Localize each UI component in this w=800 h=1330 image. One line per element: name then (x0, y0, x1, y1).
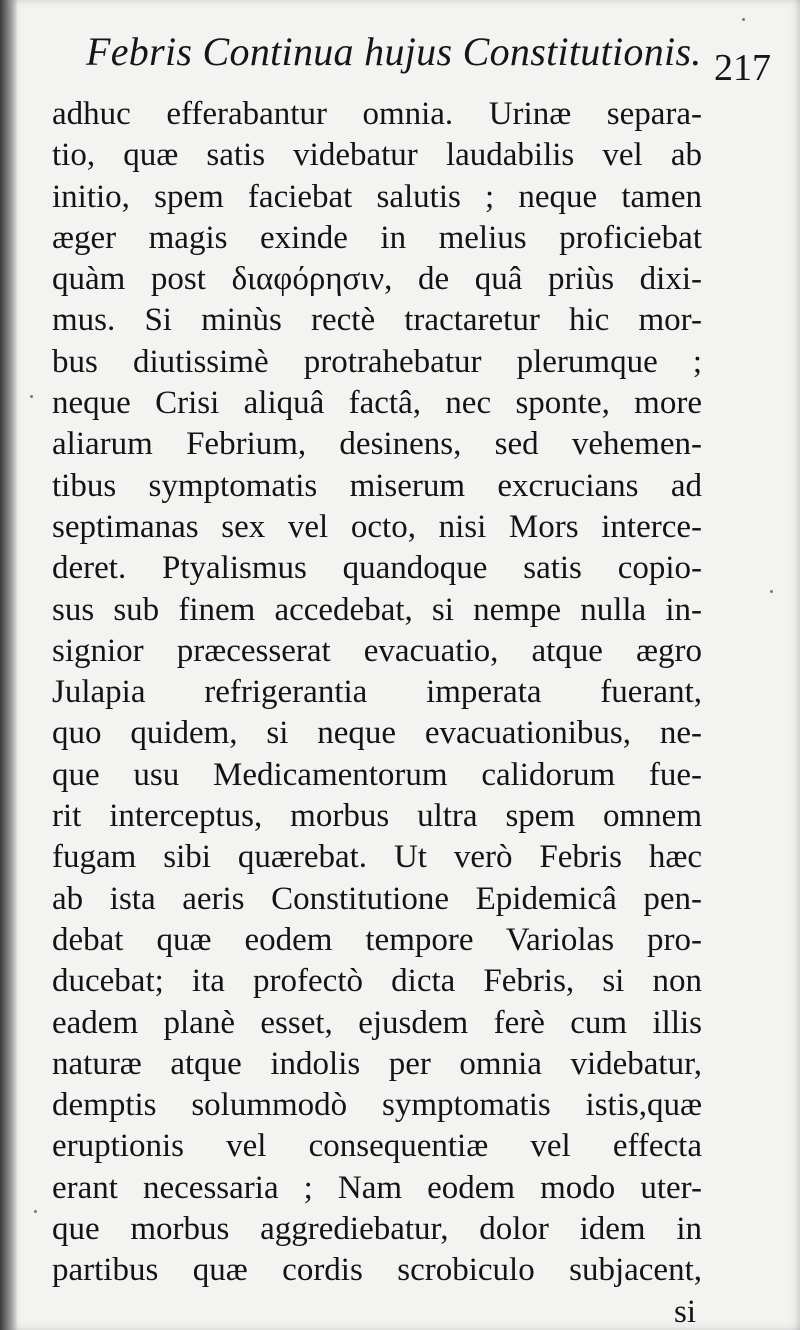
text-line: signior præcesserat evacuatio, atque ægro (52, 632, 702, 669)
text-line: naturæ atque indolis per omnia videbatur, (52, 1045, 702, 1082)
text-line: neque Crisi aliquâ factâ, nec sponte, more (52, 385, 702, 422)
paper-speck (742, 18, 745, 21)
text-line: aliarum Febrium, desinens, sed vehemen- (52, 426, 702, 463)
text-line: ab ista aeris Constitutione Epidemicâ pen- (52, 880, 702, 917)
text-line: bus diutissimè protrahebatur plerumque ; (52, 343, 702, 380)
text-line: quo quidem, si neque evacuationibus, ne- (52, 715, 702, 752)
text-line: quàm post διαφόρησιν, de quâ priùs dixi- (52, 261, 702, 298)
text-line: tibus symptomatis miserum excrucians ad (52, 467, 702, 504)
text-line: sus sub finem accedebat, si nempe nulla in- (52, 591, 702, 628)
text-line: septimanas sex vel octo, nisi Mors interce- (52, 508, 702, 545)
binding-shadow (0, 0, 18, 1330)
text-line: que morbus aggrediebatur, dolor idem in (52, 1211, 702, 1248)
body-text (52, 94, 702, 1330)
text-line: æger magis exinde in melius proficiebat (52, 219, 702, 256)
paper-speck (770, 590, 773, 593)
text-line: que usu Medicamentorum calidorum fue- (52, 756, 702, 793)
running-title: Febris Continua hujus Constitutionis. (86, 29, 702, 74)
text-line: tio, quæ satis videbatur laudabilis vel ab (52, 137, 702, 174)
text-line: eadem planè esset, ejusdem ferè cum illis (52, 1004, 702, 1041)
text-line: erant necessaria ; Nam eodem modo uter- (52, 1169, 702, 1206)
page-number: 217 (714, 47, 771, 89)
paper-speck (34, 1210, 37, 1213)
text-line: deret. Ptyalismus quandoque satis copio- (52, 550, 702, 587)
text-line: partibus quæ cordis scrobiculo subjacent, (52, 1252, 702, 1289)
text-line: eruptionis vel consequentiæ vel effecta (52, 1128, 702, 1165)
text-line: adhuc efferabantur omnia. Urinæ separa- (52, 96, 702, 132)
text-line: demptis solummodò symptomatis istis,quæ (52, 1087, 702, 1124)
paper-speck (30, 395, 33, 398)
text-line: initio, spem faciebat salutis ; neque tamen (52, 178, 702, 215)
page-header (86, 24, 786, 89)
text-line: Julapia refrigerantia imperata fuerant, (52, 674, 702, 711)
text-line: ducebat; ita profectò dicta Febris, si non (52, 963, 702, 1000)
text-line: mus. Si minùs rectè tractaretur hic mor- (52, 302, 702, 339)
text-line: rit interceptus, morbus ultra spem omnem (52, 798, 702, 835)
catchword: si (673, 1293, 696, 1330)
text-line: fugam sibi quærebat. Ut verò Febris hæc (52, 839, 702, 876)
text-line: debat quæ eodem tempore Variolas pro- (52, 921, 702, 958)
